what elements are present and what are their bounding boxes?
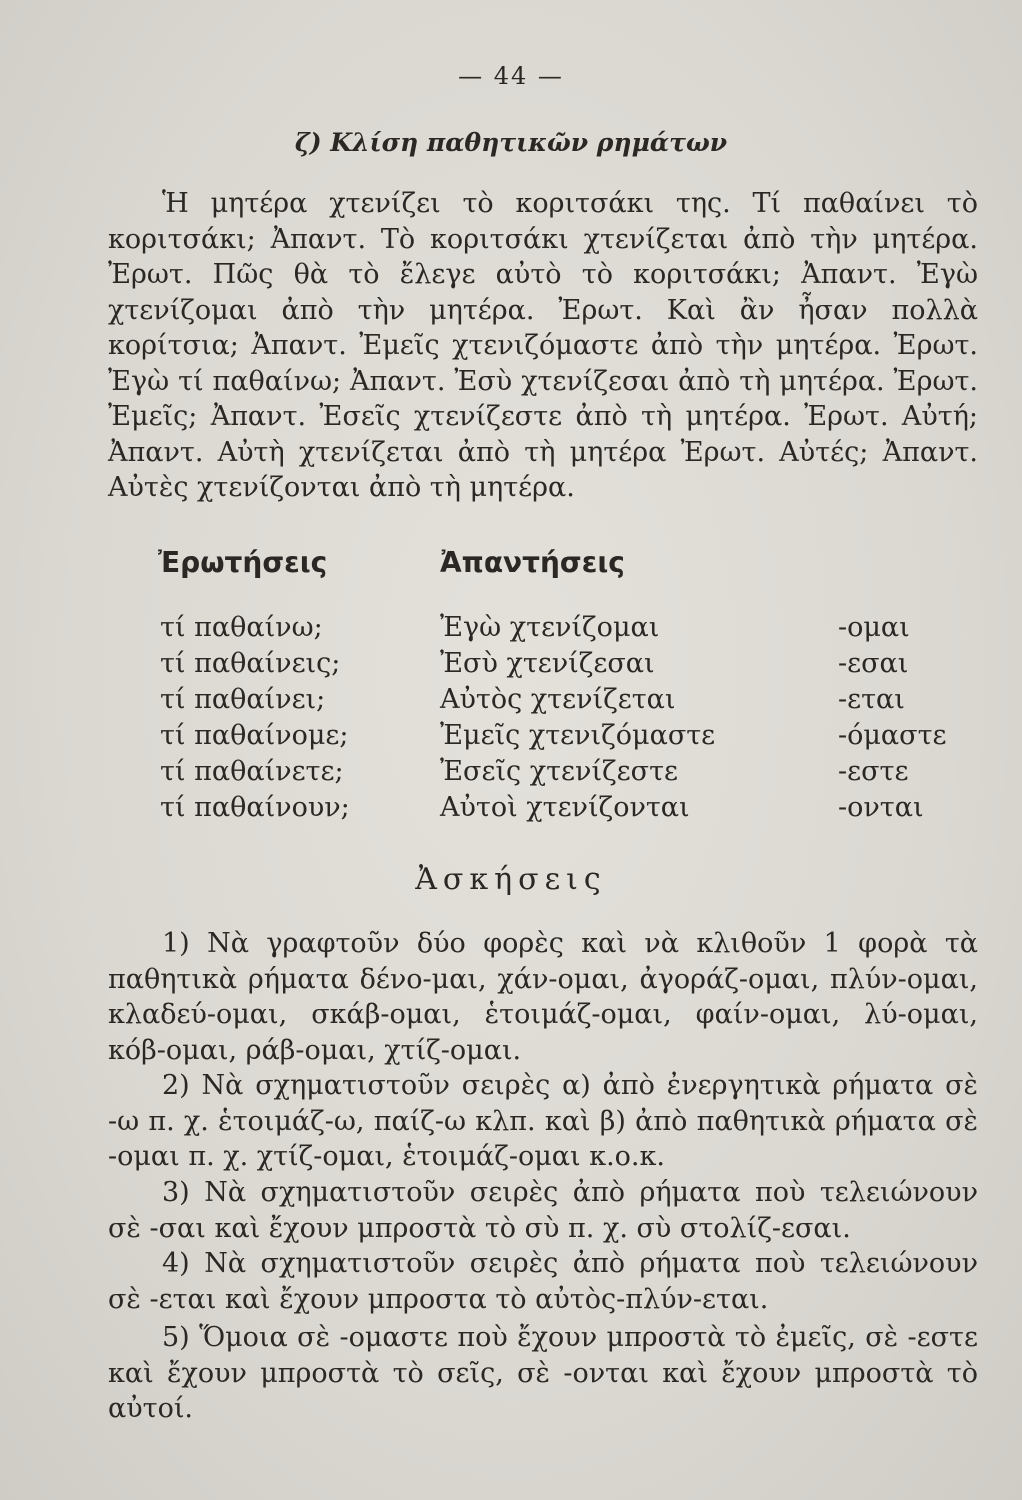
question-cell: τί παθαίνετε;: [160, 756, 344, 787]
ending-cell: -εται: [838, 684, 905, 715]
ending-cell: -εστε: [838, 756, 909, 787]
question-cell: τί παθαίνω;: [160, 612, 323, 643]
table-row: [0, 684, 1022, 720]
exercise-item: 4) Νὰ σχηματιστοῦν σειρὲς ἀπὸ ρήματα ποὺ τελειώνουν σὲ -εται καὶ ἔχουν μπροστα τὸ αὐτὸς-πλύν-εται.: [108, 1248, 978, 1315]
question-cell: τί παθαίνουν;: [160, 792, 350, 823]
answers-header: Ἀπαντήσεις: [440, 546, 625, 579]
ending-cell: -όμαστε: [838, 720, 947, 751]
exercise-item: 1) Νὰ γραφτοῦν δύο φορὲς καὶ νὰ κλιθοῦν 1 φορὰ τὰ παθητικὰ ρήματα δένο-μαι, χάν-ομαι, ἀγοράζ-ομαι, πλύν-ομαι, κλαδεύ-ομαι, σκάβ-ομαι, ἑτοιμάζ-ομαι, φαίν-ομαι, λύ-ομαι, κόβ-ομαι, ράβ-ομαι, χτίζ-ομαι.: [108, 928, 978, 1066]
answer-cell: Ἐμεῖς χτενιζόμαστε: [440, 720, 716, 751]
answer-cell: Ἐγὼ χτενίζομαι: [440, 612, 660, 643]
page-number: — 44 —: [458, 62, 564, 90]
ending-cell: -ονται: [838, 792, 924, 823]
ending-cell: -ομαι: [838, 612, 910, 643]
exercise-item: 3) Νὰ σχηματιστοῦν σειρὲς ἀπὸ ρήματα ποὺ τελειώνουν σὲ -σαι καὶ ἔχουν μπροστὰ τὸ σὺ π. χ. σὺ στολίζ-εσαι.: [108, 1177, 978, 1244]
table-row: [0, 792, 1022, 828]
answer-cell: Ἐσὺ χτενίζεσαι: [440, 648, 655, 679]
ending-cell: -εσαι: [838, 648, 909, 679]
question-cell: τί παθαίνεις;: [160, 648, 341, 679]
table-row: [0, 612, 1022, 648]
table-row: [0, 756, 1022, 792]
question-cell: τί παθαίνει;: [160, 684, 326, 715]
answer-cell: Ἐσεῖς χτενίζεστε: [440, 756, 679, 787]
exercise-item: 2) Νὰ σχηματιστοῦν σειρὲς α) ἀπὸ ἐνεργητικὰ ρήματα σὲ -ω π. χ. ἑτοιμάζ-ω, παίζ-ω κλπ. καὶ β) ἀπὸ παθητικὰ ρήματα σὲ -ομαι π. χ. χτίζ-ομαι, ἑτοιμάζ-ομαι κ.ο.κ.: [108, 1070, 978, 1172]
section-title: ζ) Κλίση παθητικῶν ρημάτων: [294, 128, 728, 157]
questions-header: Ἐρωτήσεις: [158, 546, 328, 579]
intro-paragraph: Ἡ μητέρα χτενίζει τὸ κοριτσάκι της. Τί παθαίνει τὸ κοριτσάκι; Ἀπαντ. Τὸ κοριτσάκι χτενίζεται ἀπὸ τὴν μητέρα. Ἐρωτ. Πῶς θὰ τὸ ἔλεγε αὐτὸ τὸ κοριτσάκι; Ἀπαντ. Ἐγὼ χτενίζομαι ἀπὸ τὴν μητέρα. Ἐρωτ. Καὶ ἂν ἦσαν πολλὰ κορίτσια; Ἀπαντ. Ἐμεῖς χτενιζόμαστε ἀπὸ τὴν μητέρα. Ἐρωτ. Ἐγὼ τί παθαίνω; Ἀπαντ. Ἐσὺ χτενίζεσαι ἀπὸ τὴ μητέρα. Ἐρωτ. Ἐμεῖς; Ἀπαντ. Ἐσεῖς χτενίζεστε ἀπὸ τὴ μητέρα. Ἐρωτ. Αὐτή; Ἀπαντ. Αὐτὴ χτενίζεται ἀπὸ τὴ μητέρα Ἐρωτ. Αὐτές; Ἀπαντ. Αὐτὲς χτενίζονται ἀπὸ τὴ μητέρα.: [108, 188, 978, 503]
exercises-title: Ἀσκήσεις: [415, 862, 607, 897]
answer-cell: Αὐτὸς χτενίζεται: [440, 684, 676, 715]
answer-cell: Αὐτοὶ χτενίζονται: [440, 792, 690, 823]
table-row: [0, 648, 1022, 684]
exercise-item: 5) Ὅμοια σὲ -ομαστε ποὺ ἔχουν μπροστὰ τὸ ἐμεῖς, σὲ -εστε καὶ ἔχουν μπροστὰ τὸ σεῖς, σὲ -ονται καὶ ἔχουν μπροστὰ τὸ αὐτοί.: [108, 1322, 978, 1424]
question-cell: τί παθαίνομε;: [160, 720, 349, 751]
table-row: [0, 720, 1022, 756]
